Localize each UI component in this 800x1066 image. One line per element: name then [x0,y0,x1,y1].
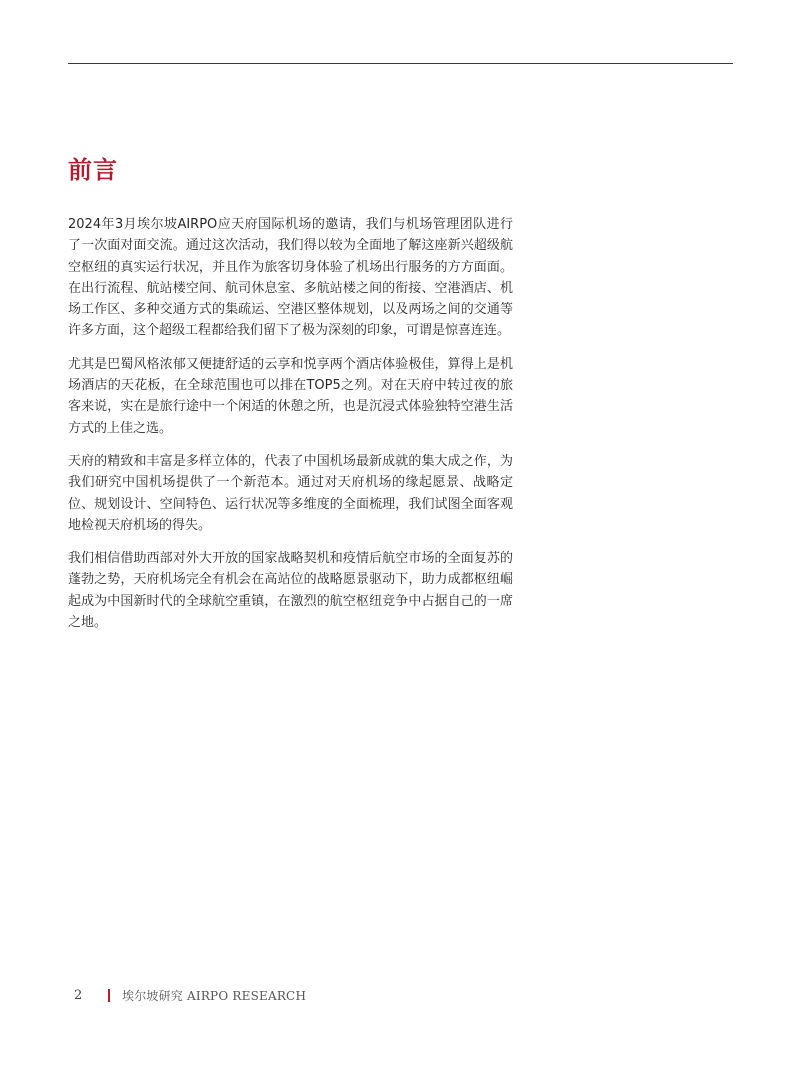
paragraph-2: 尤其是巴蜀风格浓郁又便捷舒适的云享和悦享两个酒店体验极佳，算得上是机场酒店的天花板，在全球范围也可以排在TOP5之列。对在天府中转过夜的旅客来说，实在是旅行途中一个闲适的休憩之所，也是沉浸式体验独特空港生活方式的上佳之选。 [68,356,513,436]
paragraph-3: 天府的精致和丰富是多样立体的，代表了中国机场最新成就的集大成之作，为我们研究中国机场提供了一个新范本。通过对天府机场的缘起愿景、战略定位、规划设计、空间特色、运行状况等多维度的全面梳理，我们试图全面客观地检视天府机场的得失。 [68,453,513,533]
header-rule [68,63,733,64]
footer-divider [108,989,110,1002]
footer-brand: 埃尔坡研究 AIRPO RESEARCH [122,988,307,1003]
paragraph-1: 2024年3月埃尔坡AIRPO应天府国际机场的邀请，我们与机场管理团队进行了一次面对面交流。通过这次活动，我们得以较为全面地了解这座新兴超级航空枢纽的真实运行状况，并且作为旅客切身体验了机场出行服务的方方面面。在出行流程、航站楼空间、航司休息室、多航站楼之间的衔接、空港酒店、机场工作区、多种交通方式的集疏运、空港区整体规划，以及两场之间的交通等许多方面，这个超级工程都给我们留下了极为深刻的印象，可谓是惊喜连连。 [68,217,513,339]
paragraph-4: 我们相信借助西部对外大开放的国家战略契机和疫情后航空市场的全面复苏的蓬勃之势，天府机场完全有机会在高站位的战略愿景驱动下，助力成都枢纽崛起成为中国新时代的全球航空重镇，在激烈的航空枢纽竞争中占据自己的一席之地。 [68,551,513,631]
section-title: 前言 [68,155,118,184]
page-number: 2 [74,987,83,1003]
page-footer [74,986,306,1004]
body-text [68,214,513,645]
